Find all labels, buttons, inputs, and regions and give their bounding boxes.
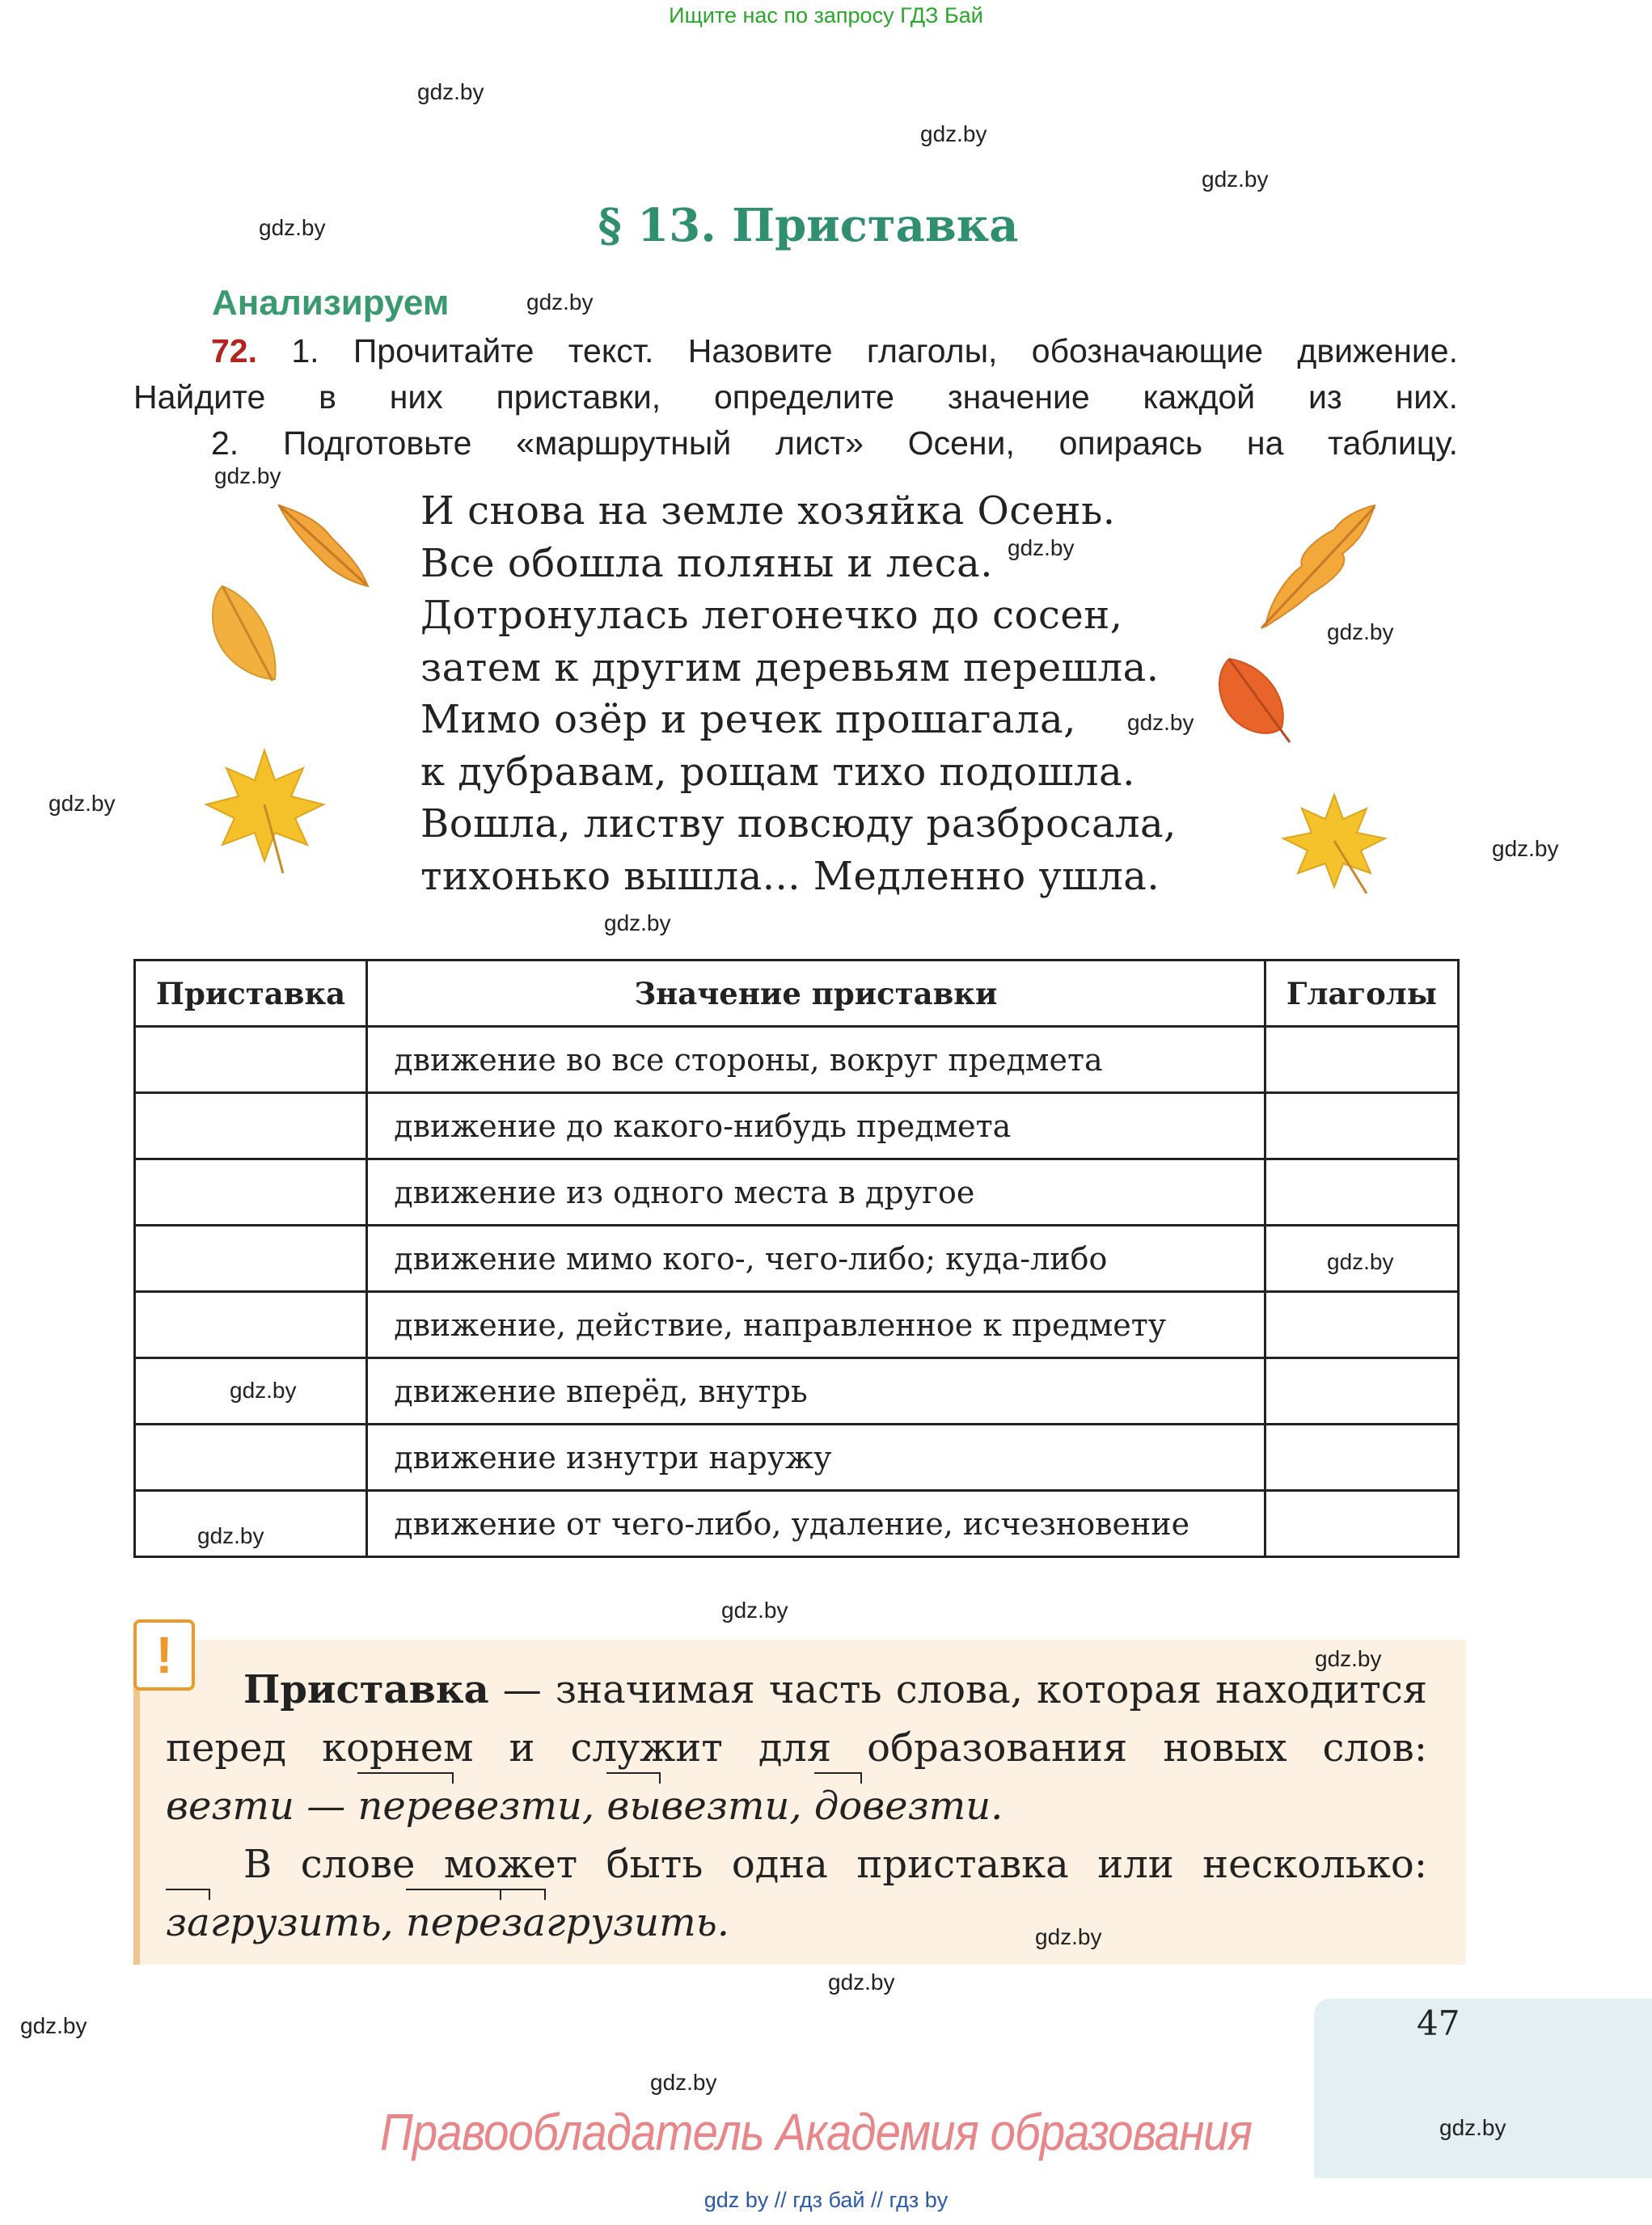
exclamation-icon: ! <box>133 1619 195 1691</box>
rule-text: Приставка — значимая часть слова, которая находится перед корнем и служит для образования новых слов: везти — перевезти, вывезти, довезти. В слове может быть одна приставка или несколько: загрузить, перезагрузить. <box>166 1661 1427 1952</box>
table-row <box>135 1358 1459 1425</box>
verbs-cell[interactable] <box>1265 1292 1458 1358</box>
poem <box>420 485 1177 902</box>
watermark: gdz.by <box>417 79 484 104</box>
watermark: gdz.by <box>1008 535 1075 560</box>
poem-line: Все обошла поляны и леса. <box>420 540 994 586</box>
maple-leaf-icon <box>198 744 332 877</box>
verbs-cell[interactable] <box>1265 1093 1458 1159</box>
table-header: Значение приставки <box>367 961 1265 1027</box>
page-number: 47 <box>1417 2003 1460 2043</box>
meaning-cell: движение мимо кого-, чего-либо; куда-либо <box>367 1226 1265 1292</box>
watermark: gdz.by <box>49 791 116 816</box>
prefix-mark: за <box>501 1894 546 1952</box>
task-number: 72. <box>211 332 257 369</box>
watermark: gdz.by <box>1439 2115 1506 2140</box>
prefix-cell[interactable] <box>135 1226 367 1292</box>
watermark: gdz.by <box>650 2070 717 2095</box>
prefix-cell[interactable] <box>135 1425 367 1491</box>
table-header: Глаголы <box>1265 961 1458 1027</box>
verbs-cell[interactable] <box>1265 1027 1458 1093</box>
verbs-cell[interactable] <box>1265 1491 1458 1557</box>
birch-leaf-icon <box>206 582 283 691</box>
poem-line: Вошла, листву повсюду разбросала, <box>420 801 1177 847</box>
meaning-cell: движение вперёд, внутрь <box>367 1358 1265 1425</box>
prefix-mark: пере <box>406 1894 501 1952</box>
poem-line: И снова на земле хозяйка Осень. <box>420 488 1116 534</box>
watermark: gdz.by <box>1327 1249 1394 1274</box>
poem-line: тихонько вышла... Медленно ушла. <box>420 853 1160 899</box>
table-row <box>135 1425 1459 1491</box>
table-row <box>135 1159 1459 1226</box>
watermark: gdz.by <box>721 1598 788 1623</box>
poem-line: к дубравам, рощам тихо подошла. <box>420 749 1135 795</box>
prefix-cell[interactable] <box>135 1159 367 1226</box>
table-row <box>135 1491 1459 1557</box>
prefix-cell[interactable] <box>135 1027 367 1093</box>
page-title: § 13. Приставка <box>598 199 1019 252</box>
prefix-cell[interactable] <box>135 1292 367 1358</box>
meaning-cell: движение из одного места в другое <box>367 1159 1265 1226</box>
aspen-leaf-icon <box>1213 655 1294 744</box>
copyright-notice: Правообладатель Академия образования <box>380 2103 1253 2161</box>
rule-term: Приставка <box>243 1667 489 1712</box>
watermark: gdz.by <box>1492 836 1559 861</box>
watermark: gdz.by <box>828 1970 895 1995</box>
table-row <box>135 1027 1459 1093</box>
prefix-cell[interactable] <box>135 1093 367 1159</box>
watermark: gdz.by <box>1327 619 1394 644</box>
prefix-table <box>133 959 1460 1558</box>
prefix-mark: за <box>166 1894 210 1952</box>
watermark: gdz.by <box>920 121 987 146</box>
meaning-cell: движение, действие, направленное к предмету <box>367 1292 1265 1358</box>
watermark: gdz.by <box>1127 710 1194 735</box>
watermark: gdz.by <box>214 463 281 488</box>
table-row <box>135 1226 1459 1292</box>
prefix-mark: вы <box>606 1777 661 1835</box>
bottom-links[interactable]: gdz by // гдз бай // гдз by <box>703 2188 949 2212</box>
prefix-mark: до <box>814 1777 862 1835</box>
watermark: gdz.by <box>197 1523 264 1548</box>
table-header-row <box>135 961 1459 1027</box>
table-row <box>135 1292 1459 1358</box>
watermark: gdz.by <box>604 910 671 935</box>
poem-line: Мимо озёр и речек прошагала, <box>420 697 1076 742</box>
meaning-cell: движение во все стороны, вокруг предмета <box>367 1027 1265 1093</box>
watermark: gdz.by <box>259 215 326 240</box>
watermark: gdz.by <box>1035 1924 1102 1949</box>
table-header: Приставка <box>135 961 367 1027</box>
oak-leaf-icon <box>1253 497 1387 635</box>
maple-leaf-icon <box>1274 788 1395 897</box>
meaning-cell: движение изнутри наружу <box>367 1425 1265 1491</box>
verbs-cell[interactable] <box>1265 1358 1458 1425</box>
meaning-cell: движение до какого-нибудь предмета <box>367 1093 1265 1159</box>
page-number-box <box>1314 1999 1652 2178</box>
verbs-cell[interactable] <box>1265 1159 1458 1226</box>
watermark: gdz.by <box>1315 1646 1382 1671</box>
poem-line: затем к другим деревьям перешла. <box>420 644 1160 690</box>
prefix-mark: пере <box>357 1777 453 1835</box>
oak-leaf-icon <box>271 497 376 594</box>
meaning-cell: движение от чего-либо, удаление, исчезновение <box>367 1491 1265 1557</box>
task-text: 72. 1. Прочитайте текст. Назовите глаголы, обозначающие движение. Найдите в них приставки, определите значение каждой из них. 2. Подготовьте «маршрутный лист» Осени, опираясь на таблицу. <box>133 332 1458 462</box>
verbs-cell[interactable] <box>1265 1425 1458 1491</box>
watermark: gdz.by <box>526 289 594 315</box>
top-banner-link[interactable]: Ищите нас по запросу ГДЗ Бай <box>669 3 983 27</box>
table-row <box>135 1093 1459 1159</box>
watermark: gdz.by <box>20 2013 87 2038</box>
watermark: gdz.by <box>1202 167 1269 192</box>
poem-line: Дотронулась легонечко до сосен, <box>420 593 1123 638</box>
watermark: gdz.by <box>230 1378 297 1403</box>
section-label: Анализируем <box>212 283 450 323</box>
